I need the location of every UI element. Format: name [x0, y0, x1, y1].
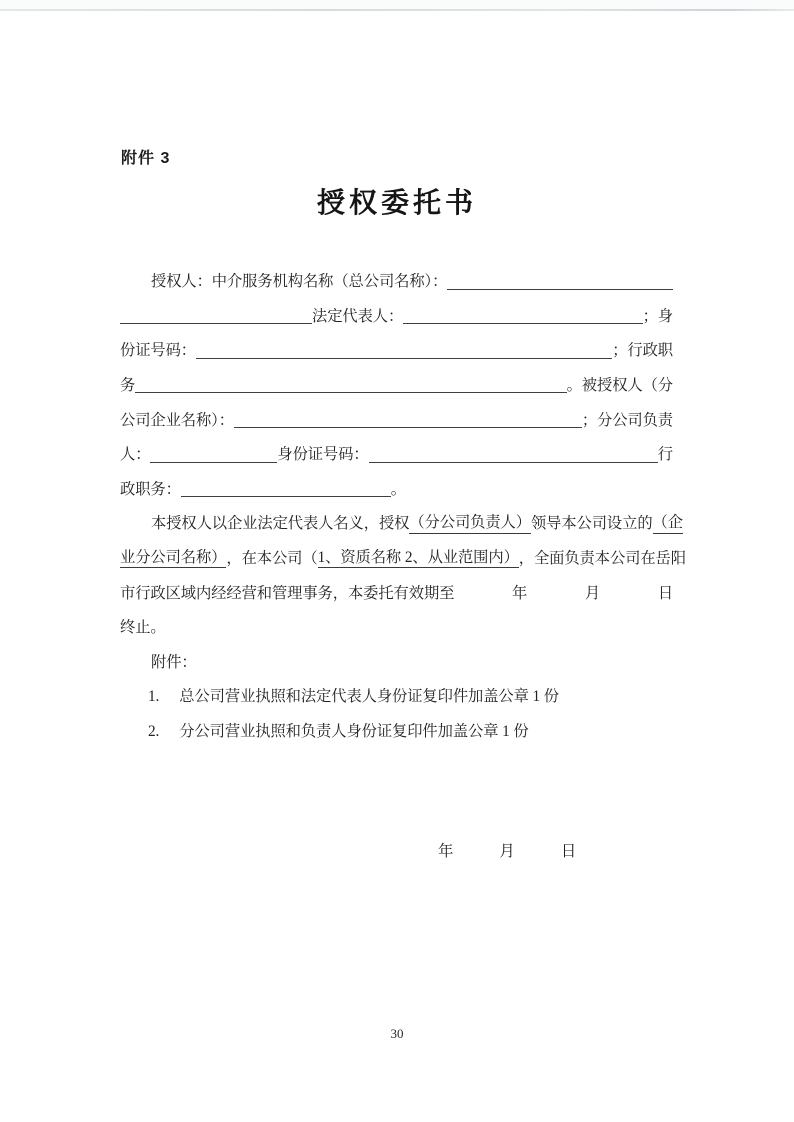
blank-fill-field: [135, 392, 566, 393]
text-run: 附件：: [151, 653, 197, 671]
scan-edge-line: [0, 9, 794, 11]
blank-fill-field: [403, 323, 642, 324]
date-year-label: 年: [438, 843, 454, 860]
blank-fill-field: [234, 427, 582, 428]
blank-fill-field: [447, 289, 673, 290]
text-run: ，全面负责本公司在岳阳: [518, 550, 686, 567]
underlined-text-run: 业分公司名称）: [120, 549, 226, 568]
document-line: [120, 712, 673, 747]
blank-fill-field: [181, 496, 391, 497]
signature-date-line: [438, 839, 576, 861]
text-run: 人：: [120, 446, 151, 464]
document-lines: [120, 262, 686, 746]
document-line: [120, 366, 673, 401]
text-run: 日: [657, 584, 674, 602]
scan-edge-strip: [0, 0, 794, 9]
text-run: 政职务：: [120, 480, 181, 498]
blank-fill-field: [150, 462, 277, 463]
text-run: 行: [657, 446, 673, 464]
blank-fill-field: [120, 323, 312, 324]
document-line: [120, 400, 673, 435]
document-line: [120, 470, 673, 505]
page-number: 30: [390, 1026, 404, 1041]
text-run: ；身: [642, 307, 673, 325]
text-run: 公司企业名称）：: [120, 411, 234, 429]
document-line: [120, 677, 673, 712]
text-run: ，在本公司（: [226, 550, 318, 567]
text-run: 总公司营业执照和法定代表人身份证复印件加盖公章 1 份: [179, 688, 560, 706]
document-line: [120, 573, 673, 608]
text-run: 1.: [148, 688, 160, 706]
underlined-text-run: 1、资质名称 2、从业范围内）: [318, 549, 519, 568]
text-run: 月: [584, 584, 601, 602]
text-run: ；行政职: [612, 342, 673, 360]
text-run: 法定代表人：: [312, 307, 404, 325]
document-line: [120, 608, 673, 643]
text-run: 本授权人以企业法定代表人名义，授权: [151, 515, 410, 533]
attachment-label: 附件 3: [121, 150, 171, 167]
text-run: 。被授权人（分: [566, 377, 673, 395]
document-line: [120, 297, 673, 332]
text-run: 市行政区域内经经营和管理事务，本委托有效期至: [120, 584, 455, 602]
document-line: [120, 435, 673, 470]
document-line: [120, 262, 673, 297]
text-run: ；分公司负责: [581, 411, 673, 429]
text-run: 2.: [148, 722, 160, 740]
text-run: 务: [120, 377, 136, 395]
text-run: 。: [390, 480, 406, 498]
date-month-label: 月: [499, 843, 515, 860]
document-line: [120, 539, 686, 574]
underlined-text-run: （企: [653, 514, 683, 533]
blank-fill-field: [369, 462, 658, 463]
document-line: [120, 504, 683, 539]
text-run: 分公司营业执照和负责人身份证复印件加盖公章 1 份: [179, 722, 529, 740]
blank-fill-field: [196, 358, 612, 359]
text-run: 终止。: [120, 619, 166, 637]
document-line: [120, 643, 673, 678]
text-run: 份证号码：: [120, 342, 196, 360]
document-title: 授权委托书: [316, 188, 477, 219]
text-run: 授权人：中介服务机构名称（总公司名称）：: [151, 273, 448, 291]
text-run: 身份证号码：: [277, 446, 369, 464]
text-run: 领导本公司设立的: [530, 515, 653, 533]
underlined-text-run: （分公司负责人）: [409, 514, 531, 533]
document-line: [120, 331, 673, 366]
text-run: 年: [512, 584, 528, 602]
date-day-label: 日: [560, 843, 577, 860]
